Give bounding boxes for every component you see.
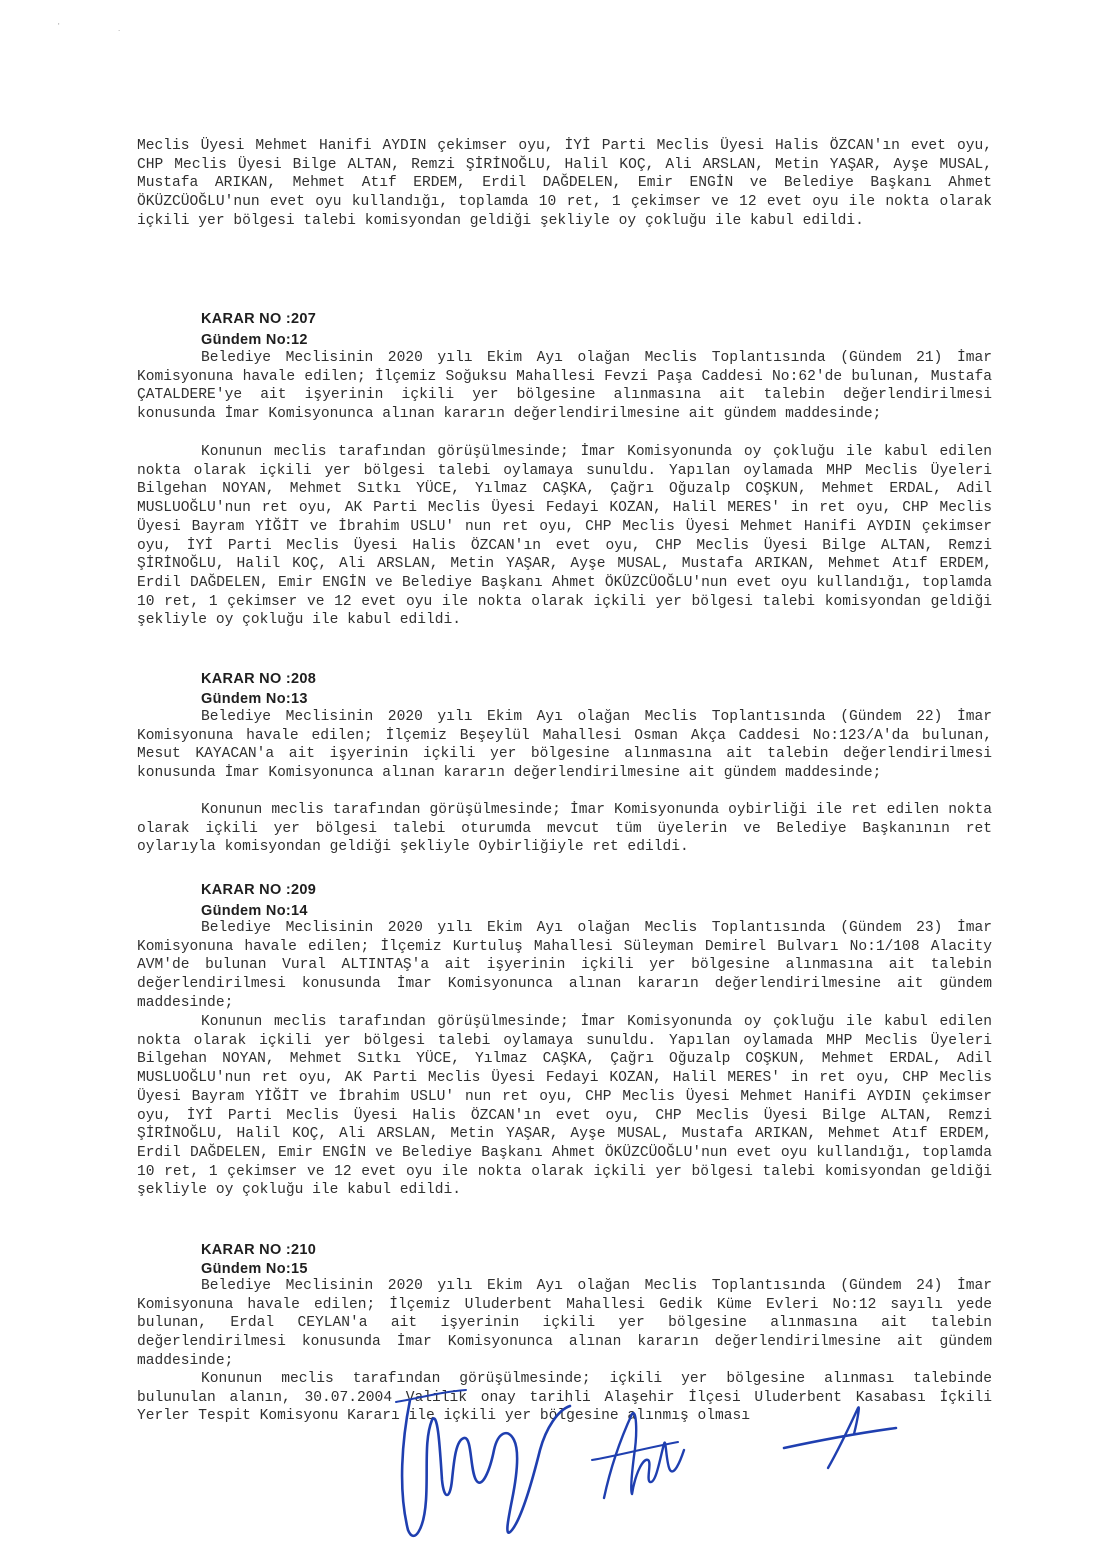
signature-3: [772, 1398, 902, 1488]
agenda-number: Gündem No:13: [201, 691, 308, 707]
decision-vote-paragraph: Konunun meclis tarafından görüşülmesinde; içkili yer bölgesine alınması talebinde bulunulan alanın, 30.07.2004 Valilik onay tarihli Alaşehir İlçesi Uluderbent Kasabası İçkili Yerler Tespit Komisyonu Kararı ile içkili yer bölgesine alınmış olması: [137, 1371, 992, 1425]
decision-intro-paragraph: Belediye Meclisinin 2020 yılı Ekim Ayı olağan Meclis Toplantısında (Gündem 24) İmar Komisyonuna havale edilen; İlçemiz Uluderbent Mahallesi Gedik Küme Evleri No:12 sayılı yede bulunan, Erdal CEYLAN'a ait işyerinin içkili yer bölgesine alınmasına ait talebin değerlendirilmesi konusunda İmar Komisyonunca alınan kararın değerlendirilmesine ait gündem maddesinde;: [137, 1278, 992, 1369]
decision-intro-paragraph: Belediye Meclisinin 2020 yılı Ekim Ayı olağan Meclis Toplantısında (Gündem 22) İmar Komisyonuna havale edilen; İlçemiz Beşeylül Mahallesi Osman Akça Caddesi No:123/A'da bulunan, Mesut KAYACAN'a ait işyerinin içkili yer bölgesine alınmasına ait talebin değerlendirilmesi konusunda İmar Komisyonunca alınan kararın değerlendirilmesine ait gündem maddesinde;: [137, 709, 992, 782]
agenda-number: Gündem No:12: [201, 332, 308, 348]
agenda-number: Gündem No:14: [201, 903, 308, 919]
scan-mark: ': [58, 22, 60, 31]
decision-number: KARAR NO :207: [201, 311, 317, 327]
decision-vote-paragraph: Konunun meclis tarafından görüşülmesinde; İmar Komisyonunda oybirliği ile ret edilen nokta olarak içkili yer bölgesi talebi oturumda mevcut tüm üyelerin ve Belediye Başkanının ret oylarıyla komisyondan geldiği şekliyle Oybirliğiyle ret edildi.: [137, 802, 992, 856]
decision-number: KARAR NO :209: [201, 882, 317, 898]
decision-number: KARAR NO :208: [201, 671, 317, 687]
decision-vote-paragraph: Konunun meclis tarafından görüşülmesinde; İmar Komisyonunda oy çokluğu ile kabul edilen nokta olarak içkili yer bölgesi talebi oylamaya sunuldu. Yapılan oylamada MHP Meclis Üyeleri Bilgehan NOYAN, Mehmet Sıtkı YÜCE, Yılmaz CAŞKA, Çağrı Oğuzalp COŞKUN, Mehmet ERDAL, Adil MUSLUOĞLU'nun ret oyu, AK Parti Meclis Üyesi Fedayi KOZAN, Halil MERES' in ret oyu, CHP Meclis Üyesi Bayram YİĞİT ve İbrahim USLU' nun ret oyu, CHP Meclis Üyesi Mehmet Hanifi AYDIN çekimser oyu, İYİ Parti Meclis Üyesi Halis ÖZCAN'ın evet oyu, CHP Meclis Üyesi Bilge ALTAN, Remzi ŞİRİNOĞLU, Halil KOÇ, Ali ARSLAN, Metin YAŞAR, Ayşe MUSAL, Mustafa ARIKAN, Mehmet Atıf ERDEM, Erdil DAĞDELEN, Emir ENGİN ve Belediye Başkanı Ahmet ÖKÜZCÜOĞLU'nun evet oyu kullandığı, toplamda 10 ret, 1 çekimser ve 12 evet oyu ile nokta olarak içkili yer bölgesi talebi komisyondan geldiği şekliyle oy çokluğu ile kabul edildi.: [137, 1014, 992, 1199]
signature-2: [586, 1400, 696, 1510]
signature-1: [380, 1380, 580, 1550]
scan-mark: .: [118, 24, 121, 33]
decision-number: KARAR NO :210: [201, 1242, 317, 1258]
agenda-number: Gündem No:15: [201, 1261, 308, 1277]
decision-intro-paragraph: Belediye Meclisinin 2020 yılı Ekim Ayı olağan Meclis Toplantısında (Gündem 23) İmar Komisyonuna havale edilen; İlçemiz Kurtuluş Mahallesi Süleyman Demirel Bulvarı No:1/108 Alacity AVM'de bulunan Vural ALTINTAŞ'a ait işyerinin içkili yer bölgesine alınmasına ait talebin değerlendirilmesi konusunda İmar Komisyonunca alınan kararın değerlendirilmesine ait gündem maddesinde;: [137, 920, 992, 1011]
decision-vote-paragraph: Konunun meclis tarafından görüşülmesinde; İmar Komisyonunda oy çokluğu ile kabul edilen nokta olarak içkili yer bölgesi talebi oylamaya sunuldu. Yapılan oylamada MHP Meclis Üyeleri Bilgehan NOYAN, Mehmet Sıtkı YÜCE, Yılmaz CAŞKA, Çağrı Oğuzalp COŞKUN, Mehmet ERDAL, Adil MUSLUOĞLU'nun ret oyu, AK Parti Meclis Üyesi Fedayi KOZAN, Halil MERES' in ret oyu, CHP Meclis Üyesi Bayram YİĞİT ve İbrahim USLU' nun ret oyu, CHP Meclis Üyesi Mehmet Hanifi AYDIN çekimser oyu, İYİ Parti Meclis Üyesi Halis ÖZCAN'ın evet oyu, CHP Meclis Üyesi Bilge ALTAN, Remzi ŞİRİNOĞLU, Halil KOÇ, Ali ARSLAN, Metin YAŞAR, Ayşe MUSAL, Mustafa ARIKAN, Mehmet Atıf ERDEM, Erdil DAĞDELEN, Emir ENGİN ve Belediye Başkanı Ahmet ÖKÜZCÜOĞLU'nun evet oyu kullandığı, toplamda 10 ret, 1 çekimser ve 12 evet oyu ile nokta olarak içkili yer bölgesi talebi komisyondan geldiği şekliyle oy çokluğu ile kabul edildi.: [137, 444, 992, 629]
decision-intro-paragraph: Belediye Meclisinin 2020 yılı Ekim Ayı olağan Meclis Toplantısında (Gündem 21) İmar Komisyonuna havale edilen; İlçemiz Soğuksu Mahallesi Fevzi Paşa Caddesi No:62'de bulunan, Mustafa ÇATALDERE'ye ait işyerinin içkili yer bölgesine alınmasına ait talebin değerlendirilmesi konusunda İmar Komisyonunca alınan kararın değerlendirilmesine ait gündem maddesinde;: [137, 350, 992, 423]
continued-paragraph: Meclis Üyesi Mehmet Hanifi AYDIN çekimser oyu, İYİ Parti Meclis Üyesi Halis ÖZCAN'ın evet oyu, CHP Meclis Üyesi Bilge ALTAN, Remzi ŞİRİNOĞLU, Halil KOÇ, Ali ARSLAN, Metin YAŞAR, Ayşe MUSAL, Mustafa ARIKAN, Mehmet Atıf ERDEM, Erdil DAĞDELEN, Emir ENGİN ve Belediye Başkanı Ahmet ÖKÜZCÜOĞLU'nun evet oyu kullandığı, toplamda 10 ret, 1 çekimser ve 12 evet oyu ile nokta olarak içkili yer bölgesi talebi komisyondan geldiği şekliyle oy çokluğu ile kabul edildi.: [137, 138, 992, 229]
